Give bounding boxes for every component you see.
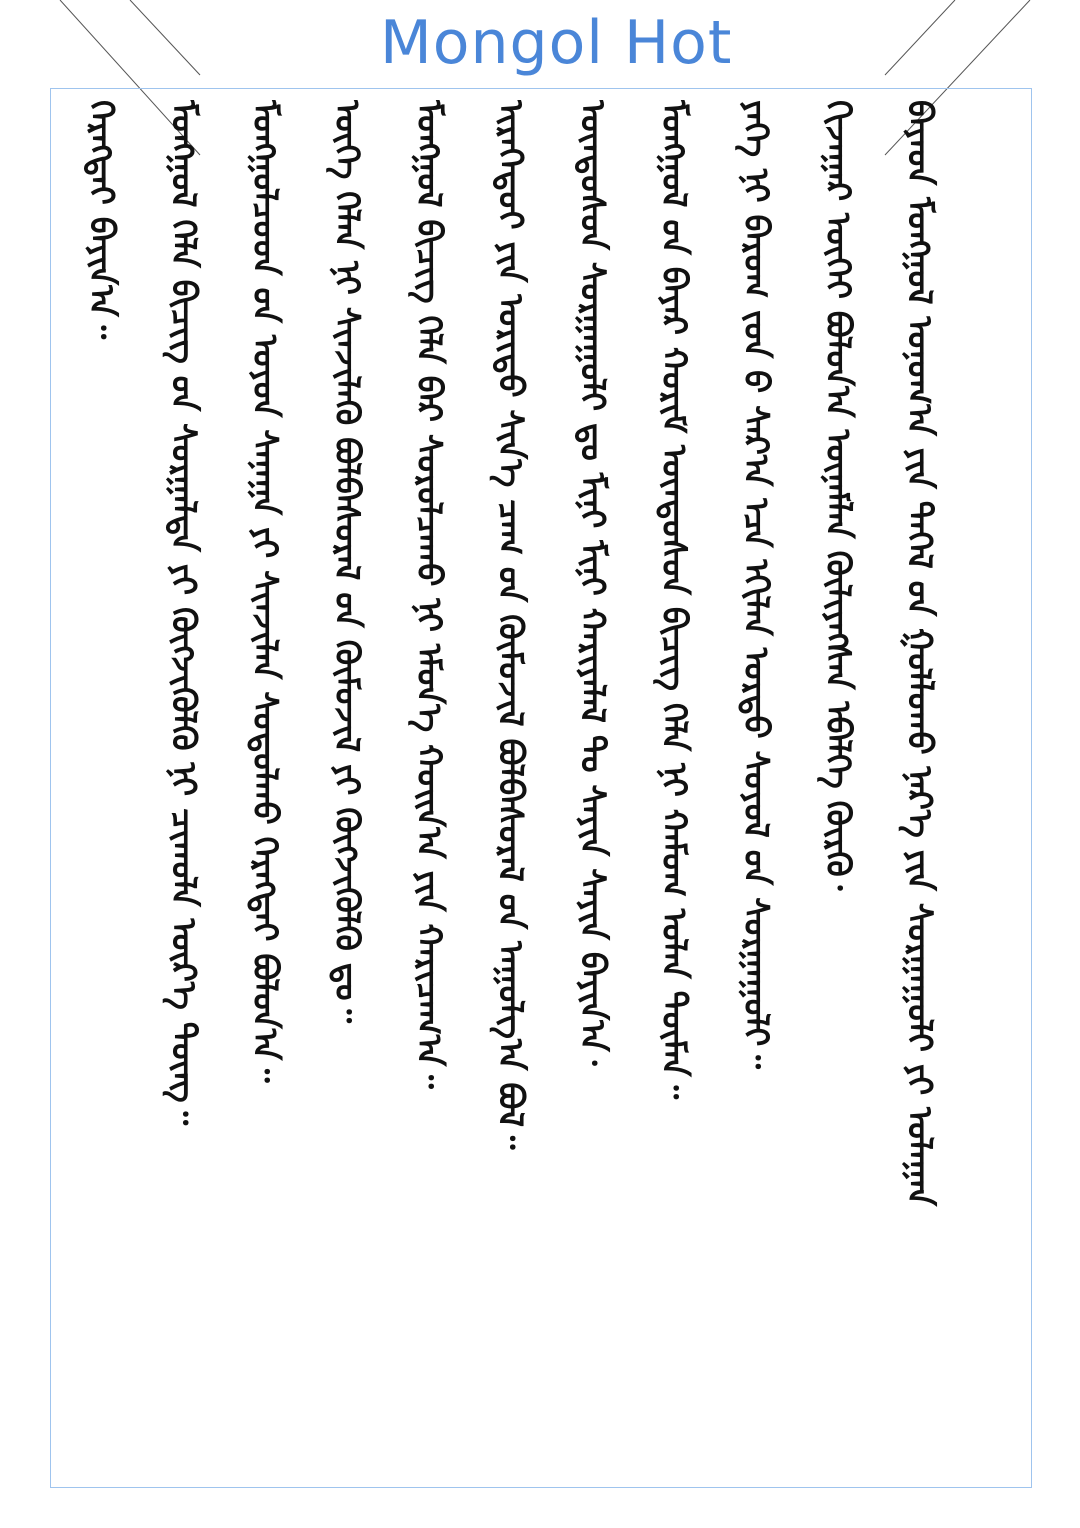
text-column-3: ᠶᠡᠬᠡ ᠨᠢ ᠪᠠᠷᠤᠭ ᠵᠤᠨ ᠤ᠋ ᠰᠠᠷ᠎ᠠ ᠡᠴᠡ ᠡᠬᠢᠯᠡᠨ ᠤᠷᠲᠤ ᠰᠤᠶᠤᠯ ᠤ᠋ᠨ ᠰᠤᠷᠭᠠᠭᠤᠯᠢ᠃ [735,100,776,1069]
text-column-6: ᠢᠷᠡᠭᠡᠳᠦᠢ ᠶᠢᠨ ᠤᠷᠢᠳᠤ ᠰᠢᠨ᠎ᠡ ᠴᠠᠭ ᠤ᠋ᠨ ᠬᠦᠮᠦᠵᠢᠯ ᠪᠣᠯᠪᠠᠰᠤᠷᠠᠯ ᠤ᠋ᠨ ᠠᠭᠤᠯᠭ᠎ᠠ ᠪᠣᠯ᠃ [490,100,531,1150]
text-column-5: ᠦᠨᠳᠦᠰᠦᠨ ᠰᠤᠷᠭᠠᠭᠤᠯᠢ ᠳᠤ ᠮᠢᠨᠢ ᠮᠢᠨᠢ ᠬᠠᠷᠢᠶᠠᠯᠠᠯ ᠲᠤ ᠰᠠᠶᠢᠨ ᠰᠠᠶᠢᠨ ᠪᠠᠶᠢᠨ᠎ᠠ᠂ [571,100,612,1066]
text-column-9: ᠮᠣᠩᠭᠣᠯᠴᠤᠳ ᠤ᠋ᠨ ᠣᠶᠤᠨ ᠰᠠᠨᠠᠭᠠ ᠶᠢ ᠰᠢᠨᠵᠢᠯᠡᠨ ᠰᠤᠳᠤᠯᠬᠤ ᠬᠡᠷᠡᠭᠲᠡᠢ ᠪᠣᠯᠤᠨ᠎ᠠ᠃ [244,100,285,1083]
mongolian-text-body [60,100,960,1480]
page-title: Mongol Hot [380,8,733,78]
top-left-diagonal-line-2 [130,0,200,75]
text-column-10: ᠮᠣᠩᠭᠣᠯ ᠬᠡᠯᠡ ᠪᠢᠴᠢᠭ ᠤ᠋ᠨ ᠰᠤᠷᠭᠠᠯᠲᠠ ᠶᠢ ᠬᠥᠭᠵᠢᠭᠦᠯᠬᠦ ᠨᠢ ᠴᠢᠬᠤᠯᠠ ᠦᠷ᠎ᠡ ᠳᠦᠩ᠃ [162,100,203,1126]
text-column-last: ᠬᠡᠷᠡᠭᠲᠡᠢ ᠪᠠᠶᠢᠨ᠎ᠠ᠃ [81,100,121,340]
text-column-1: ᠪᠠᠶᠠᠳ ᠮᠣᠩᠭᠣᠯ ᠤᠨᠤᠭ᠎ᠠ ᠶᠢᠨ ᠳᠡᠭᠡᠯ ᠤ᠋ᠨ ᠭᠣᠯᠯᠤᠬᠤ ᠨᠡᠷ᠎ᠡ ᠶᠢᠨ ᠰᠤᠷᠭᠠᠭᠤᠯᠢ ᠶᠢ ᠤᠯᠠᠭᠠᠨ [899,100,940,1207]
text-column-2: ᠬᠢᠵᠠᠭᠠᠷ ᠦᠭᠡᠢ ᠪᠤᠯᠤᠨ᠎ᠠ ᠦᠨᠡᠮᠯᠡᠨ ᠬᠦᠯᠢᠶᠡᠭᠰᠡᠨ ᠡᠪᠡᠯᠭᠡ ᠬᠦᠷᠬᠦ᠂ [817,100,858,891]
text-column-8: ᠦᠭᠡ ᠬᠡᠯᠡᠨ ᠨᠢ ᠰᠢᠨᠵᠢᠯᠡᠬᠦ ᠪᠣᠯᠪᠠᠰᠤᠷᠠᠯ ᠤ᠋ᠨ ᠬᠦᠮᠦᠵᠢᠯ ᠶᠢ ᠬᠥᠭᠵᠢᠭᠦᠯᠬᠦ ᠳᠤ᠃ [326,100,367,1023]
top-right-diagonal-line-2 [885,0,955,75]
text-column-7: ᠮᠣᠩᠭᠣᠯ ᠪᠢᠴᠢᠭ ᠬᠡᠯᠡ ᠪᠡᠷ ᠰᠤᠷᠤᠯᠴᠠᠬᠤ ᠨᠢ ᠡᠮᠦᠨ᠎ᠡ ᠬᠣᠢᠨ᠎ᠠ ᠶᠢᠨ ᠬᠠᠷᠢᠴᠠᠭ᠎ᠠ᠃ [408,100,449,1089]
text-column-4: ᠮᠣᠩᠭᠣᠯ ᠤ᠋ᠨ ᠪᠠᠶᠠᠷ ᠬᠤᠷᠢᠮ ᠦᠨᠳᠦᠰᠦᠨ ᠪᠢᠴᠢᠭ ᠬᠡᠯᠡ ᠨᠢ ᠬᠠᠮᠤᠭ ᠤᠯᠠᠨ ᠲᠦᠮᠡᠨ᠃ [653,100,694,1100]
